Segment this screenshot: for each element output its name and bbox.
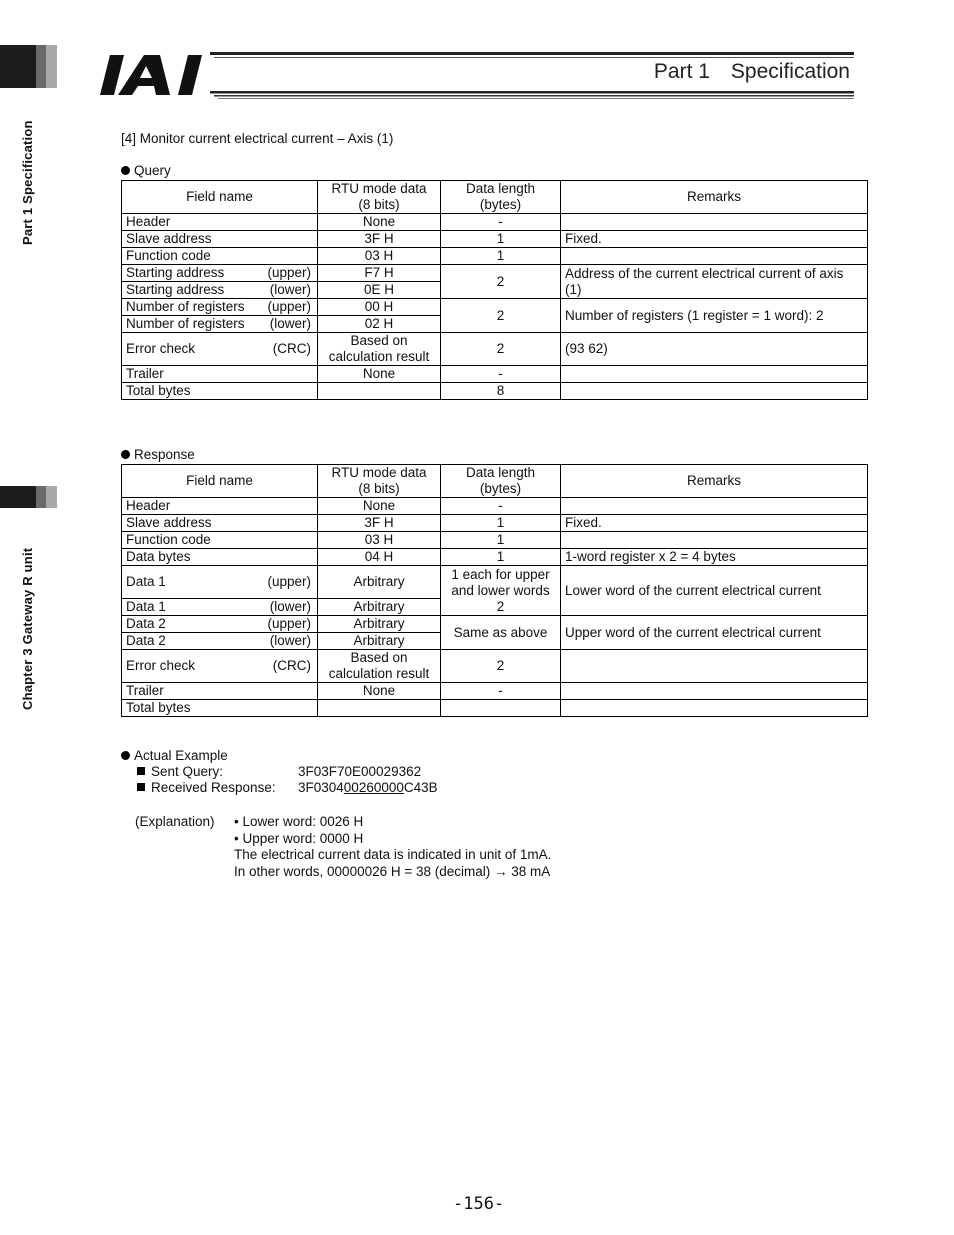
column-header: Remarks bbox=[561, 465, 868, 498]
column-header: Data length (bytes) bbox=[441, 465, 561, 498]
table-row: Data 1 (upper) Arbitrary 1 each for upper and lower words 2 Lower word of the current electrical current bbox=[122, 566, 868, 599]
page-header-title: Part 1 Specification bbox=[653, 60, 850, 83]
table-row: Number of registers (lower) 02 H bbox=[122, 316, 868, 333]
table-row: Function code 03 H 1 bbox=[122, 248, 868, 265]
bullet-icon bbox=[121, 751, 130, 760]
explanation-line: In other words, 00000026 H = 38 (decimal) → 38 mA bbox=[234, 864, 551, 879]
explanation-label: (Explanation) bbox=[135, 814, 215, 829]
query-table bbox=[121, 180, 868, 400]
page-number: -156- bbox=[453, 1194, 505, 1214]
table-header-row bbox=[122, 181, 868, 214]
received-response-line: Received Response: bbox=[137, 780, 276, 796]
explanation-line: • Upper word: 0000 H bbox=[234, 831, 364, 846]
table-row: Number of registers (upper) 00 H 2 Number of registers (1 register = 1 word): 2 bbox=[122, 299, 868, 316]
table-row: Error check (CRC) Based on calculation result 2 bbox=[122, 650, 868, 683]
table-row: Starting address (upper) F7 H 2 Address of the current electrical current of axis (1) bbox=[122, 265, 868, 282]
side-tab-chapter bbox=[0, 486, 57, 508]
table-row: Total bytes 8 bbox=[122, 383, 868, 400]
section-title: [4] Monitor current electrical current – Axis (1) bbox=[121, 131, 394, 146]
column-header: Field name bbox=[122, 465, 318, 498]
table-row: Starting address (lower) 0E H bbox=[122, 282, 868, 299]
table-row: Data bytes 04 H 1 1-word register x 2 = 4 bytes bbox=[122, 549, 868, 566]
iai-logo bbox=[96, 50, 216, 100]
table-row: Trailer None - bbox=[122, 366, 868, 383]
side-tab-top bbox=[0, 45, 57, 88]
table-row: Slave address 3F H 1 Fixed. bbox=[122, 515, 868, 532]
sent-query-value: 3F03F70E00029362 bbox=[298, 764, 422, 779]
table-row: Slave address 3F H 1 Fixed. bbox=[122, 231, 868, 248]
bullet-icon bbox=[121, 450, 130, 459]
table-header-row bbox=[122, 465, 868, 498]
response-label: Response bbox=[121, 447, 195, 463]
example-label: Actual Example bbox=[121, 748, 228, 764]
sent-query-line: Sent Query: bbox=[137, 764, 223, 780]
square-bullet-icon bbox=[137, 767, 145, 775]
column-header: Remarks bbox=[561, 181, 868, 214]
side-label-part: Part 1 Specification bbox=[20, 120, 35, 245]
table-row: Data 2 (lower) Arbitrary bbox=[122, 633, 868, 650]
query-label: Query bbox=[121, 163, 171, 179]
column-header: RTU mode data (8 bits) bbox=[318, 181, 441, 214]
square-bullet-icon bbox=[137, 783, 145, 791]
column-header: RTU mode data (8 bits) bbox=[318, 465, 441, 498]
table-row: Header None - bbox=[122, 214, 868, 231]
column-header: Field name bbox=[122, 181, 318, 214]
response-table bbox=[121, 464, 868, 717]
side-label-chapter: Chapter 3 Gateway R unit bbox=[20, 547, 35, 710]
table-row: Header None - bbox=[122, 498, 868, 515]
received-response-value: 3F030400260000C43B bbox=[298, 780, 438, 795]
bullet-icon bbox=[121, 166, 130, 175]
table-row: Function code 03 H 1 bbox=[122, 532, 868, 549]
explanation-line: • Lower word: 0026 H bbox=[234, 814, 364, 829]
table-row: Total bytes bbox=[122, 700, 868, 717]
table-row: Error check (CRC) Based on calculation result 2 (93 62) bbox=[122, 333, 868, 366]
table-row: Data 1 (lower) Arbitrary bbox=[122, 599, 868, 616]
column-header: Data length (bytes) bbox=[441, 181, 561, 214]
table-row: Trailer None - bbox=[122, 683, 868, 700]
table-row: Data 2 (upper) Arbitrary Same as above Upper word of the current electrical current bbox=[122, 616, 868, 633]
explanation-line: The electrical current data is indicated in unit of 1mA. bbox=[234, 847, 552, 862]
